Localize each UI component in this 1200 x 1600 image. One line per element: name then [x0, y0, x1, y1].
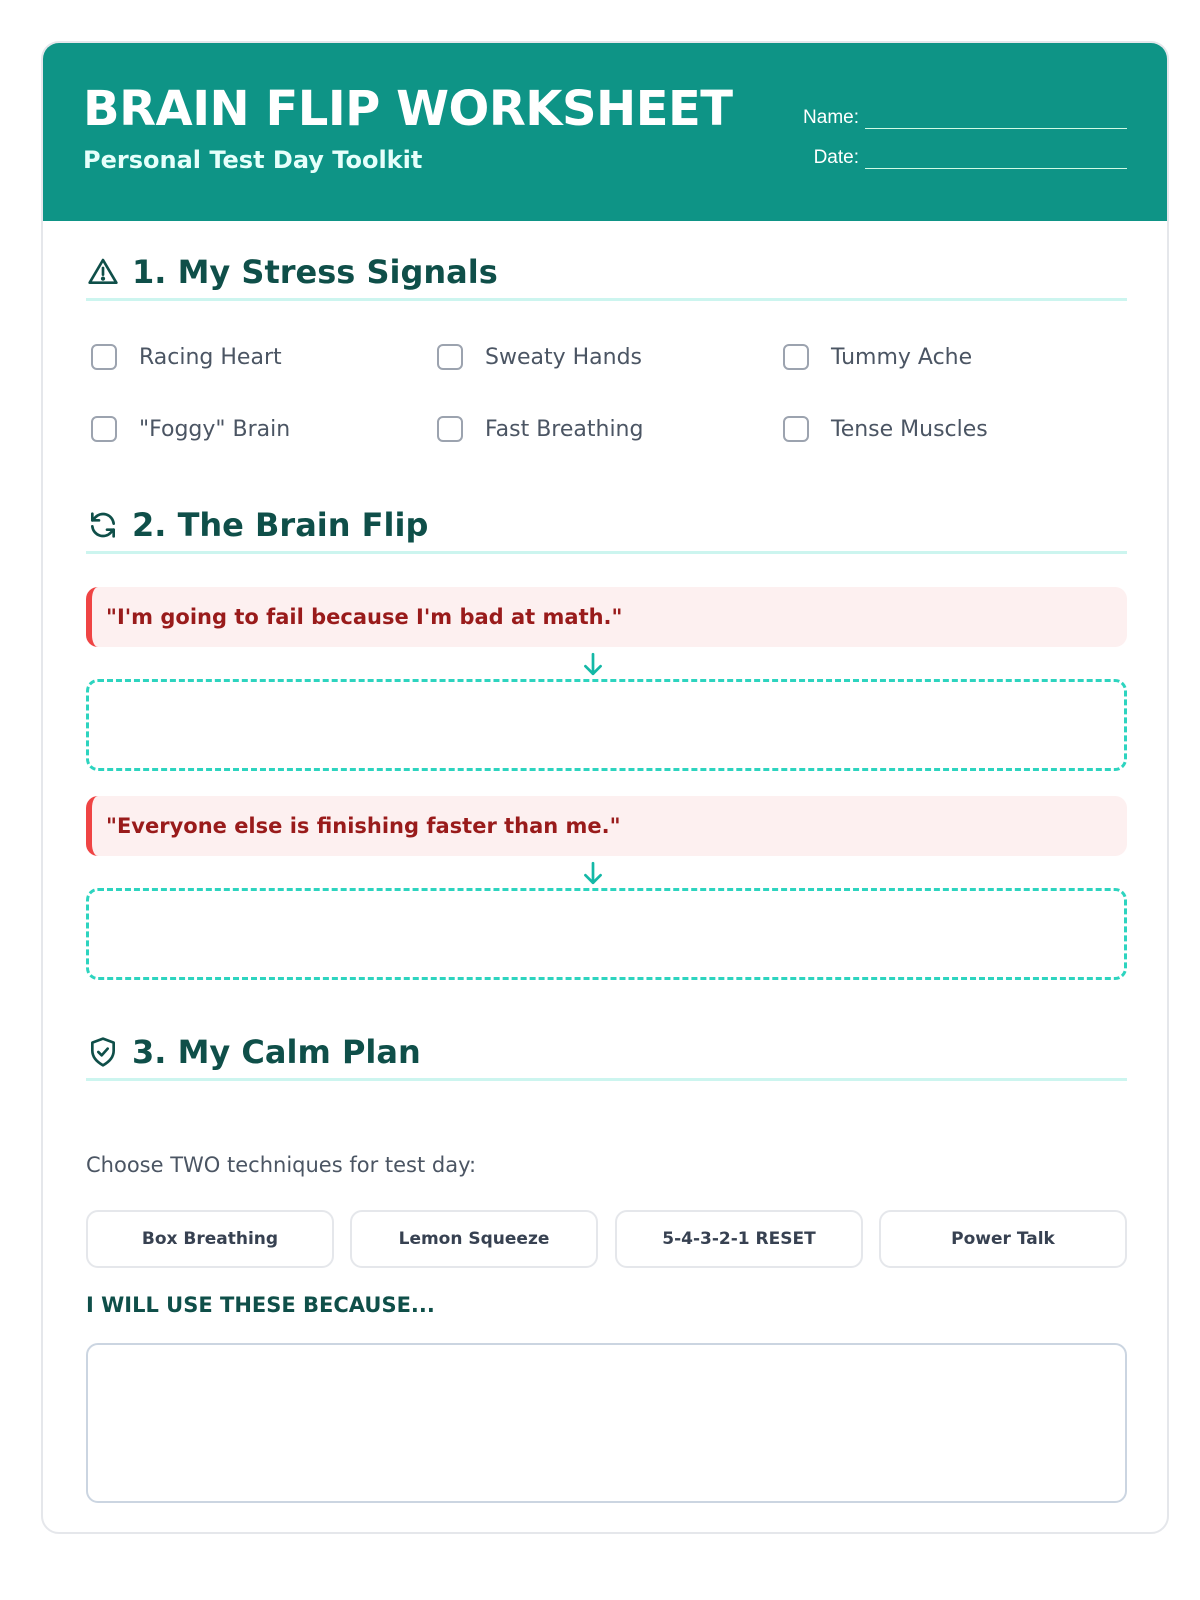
section-title: 2. The Brain Flip	[132, 505, 429, 544]
date-row	[814, 147, 1127, 169]
checkbox[interactable]	[437, 344, 463, 370]
name-label: Name:	[803, 107, 859, 128]
worksheet-subtitle: Personal Test Day Toolkit	[83, 146, 423, 174]
date-label: Date:	[813, 147, 859, 168]
section-calm-plan	[86, 1025, 1127, 1081]
stress-signal-label: "Foggy" Brain	[139, 416, 291, 442]
calm-plan-instruction: Choose TWO techniques for test day:	[86, 1153, 477, 1177]
checkbox[interactable]	[437, 416, 463, 442]
stress-signal-item[interactable]	[437, 416, 643, 442]
positive-thought-input[interactable]	[86, 888, 1127, 980]
technique-lemon-squeeze[interactable]: Lemon Squeeze	[350, 1210, 598, 1268]
stress-signal-item[interactable]	[91, 416, 290, 442]
stress-signal-label: Tummy Ache	[831, 344, 973, 370]
checkbox[interactable]	[91, 344, 117, 370]
warning-triangle-icon	[86, 255, 120, 289]
negative-thought	[86, 587, 1127, 647]
negative-thought	[86, 796, 1127, 856]
refresh-icon	[86, 508, 120, 542]
technique-reset[interactable]: 5-4-3-2-1 RESET	[615, 1210, 863, 1268]
because-label: I WILL USE THESE BECAUSE...	[86, 1293, 435, 1317]
checkbox[interactable]	[783, 344, 809, 370]
shield-check-icon	[86, 1035, 120, 1069]
section-title: 3. My Calm Plan	[132, 1032, 421, 1071]
stress-signal-label: Tense Muscles	[831, 416, 988, 442]
stress-signal-item[interactable]	[783, 344, 972, 370]
arrow-down-icon	[580, 651, 606, 677]
negative-thought-text: "I'm going to fail because I'm bad at math."	[106, 605, 623, 629]
stress-signal-label: Racing Heart	[139, 344, 282, 370]
stress-signal-label: Fast Breathing	[485, 416, 644, 442]
technique-box-breathing[interactable]: Box Breathing	[86, 1210, 334, 1268]
stress-signal-item[interactable]	[91, 344, 282, 370]
stress-signal-item[interactable]	[437, 344, 642, 370]
because-textarea[interactable]	[86, 1343, 1127, 1503]
section-brain-flip	[86, 498, 1127, 554]
positive-thought-input[interactable]	[86, 679, 1127, 771]
name-field[interactable]	[865, 111, 1127, 129]
worksheet-card	[41, 41, 1169, 1534]
worksheet-header	[43, 43, 1167, 221]
section-stress-signals	[86, 245, 1127, 301]
stress-signal-item[interactable]	[783, 416, 988, 442]
arrow-down-icon	[580, 860, 606, 886]
stress-signal-label: Sweaty Hands	[485, 344, 643, 370]
checkbox[interactable]	[91, 416, 117, 442]
technique-power-talk[interactable]: Power Talk	[879, 1210, 1127, 1268]
date-field[interactable]	[865, 151, 1127, 169]
checkbox[interactable]	[783, 416, 809, 442]
negative-thought-text: "Everyone else is finishing faster than me."	[106, 814, 621, 838]
worksheet-title: BRAIN FLIP WORKSHEET	[83, 81, 733, 137]
name-row	[803, 107, 1127, 129]
section-title: 1. My Stress Signals	[132, 252, 498, 291]
